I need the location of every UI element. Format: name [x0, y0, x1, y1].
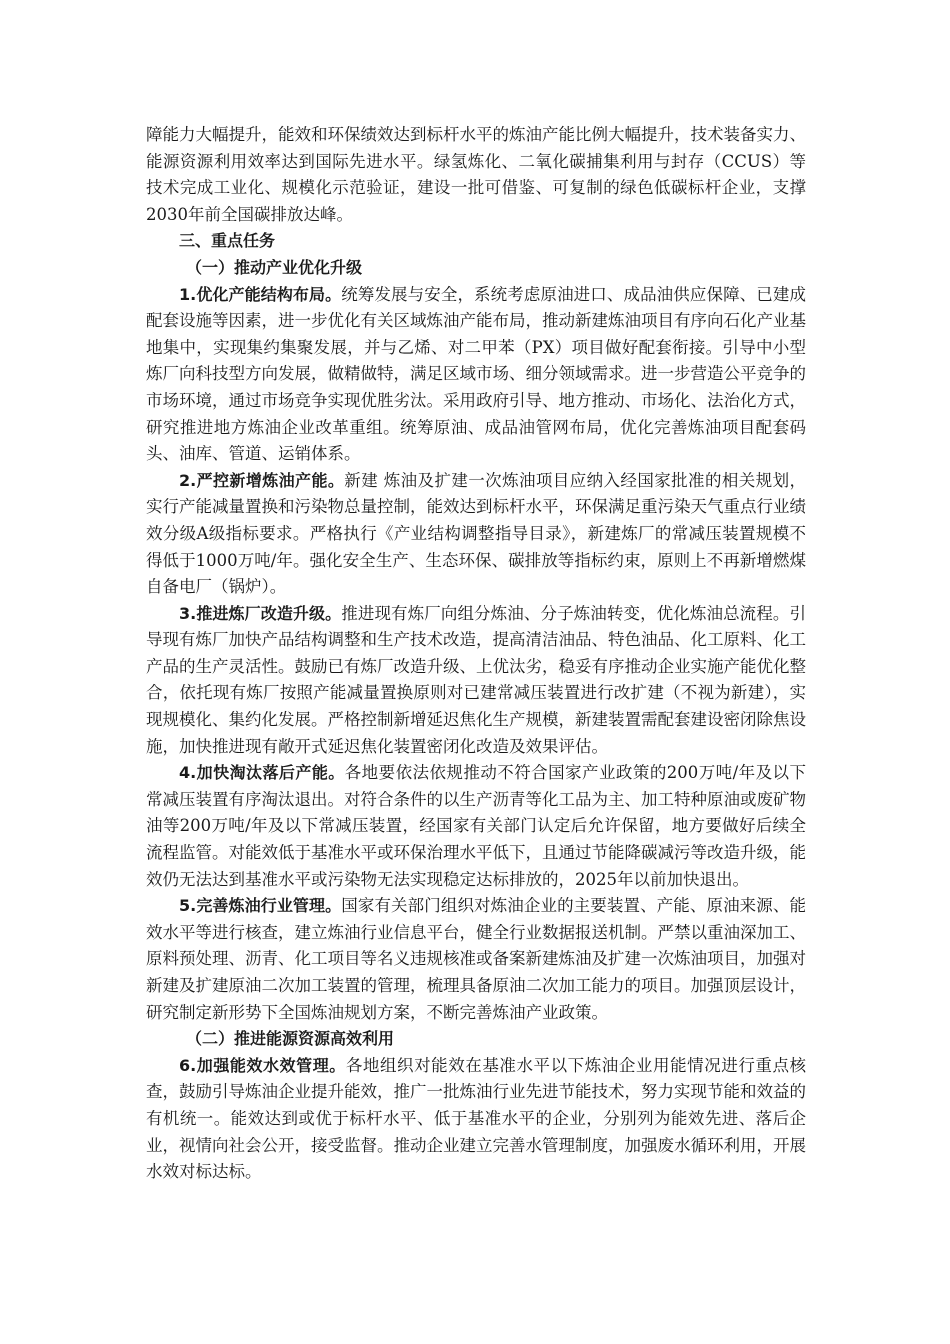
task-item-3-title: 3.推进炼厂改造升级。: [179, 603, 342, 623]
task-item-3-text: 推进现有炼厂向组分炼油、分子炼油转变，优化炼油总流程。引导现有炼厂加快产品结构调整和生产技术改造，提高清洁油品、特色油品、化工原料、化工产品的生产灵活性。鼓励已有炼厂改造升级、上优汰劣，稳妥有序推动企业实施产能优化整合，依托现有炼厂按照产能减量置换原则对已建常减压装置进行改扩建（不视为新建），实现规模化、集约化发展。严格控制新增延迟焦化生产规模，新建装置需配套建设密闭除焦设施，加快推进现有敞开式延迟焦化装置密闭化改造及效果评估。: [146, 603, 806, 756]
task-item-4-text: 各地要依法依规推动不符合国家产业政策的200万吨/年及以下常减压装置有序淘汰退出。对符合条件的以生产沥青等化工品为主、加工特种原油或废矿物油等200万吨/年及以下常减压装置，经国家有关部门认定后允许保留，地方要做好后续全流程监管。对能效低于基准水平或环保治理水平低下，且通过节能降碳减污等改造升级，能效仍无法达到基准水平或污染物无法实现稳定达标排放的，2025年以前加快退出。: [146, 763, 806, 889]
task-item-4: [146, 760, 806, 893]
task-item-2-title: 2.严控新增炼油产能。: [179, 470, 345, 490]
task-item-5-text: 国家有关部门组织对炼油企业的主要装置、产能、原油来源、能效水平等进行核查，建立炼油行业信息平台，健全行业数据报送机制。严禁以重油深加工、原料预处理、沥青、化工项目等名义违规核准或备案新建炼油及扩建一次炼油项目，加强对新建及扩建原油二次加工装置的管理，梳理具备原油二次加工能力的项目。加强顶层设计，研究制定新形势下全国炼油规划方案，不断完善炼油产业政策。: [146, 896, 806, 1022]
task-item-6-title: 6.加强能效水效管理。: [179, 1055, 346, 1075]
task-item-2-text: 新建 炼油及扩建一次炼油项目应纳入经国家批准的相关规划，实行产能减量置换和污染物总量控制，能效达到标杆水平，环保满足重污染天气重点行业绩效分级A级指标要求。严格执行《产业结构调整指导目录》，新建炼厂的常减压装置规模不得低于1000万吨/年。强化安全生产、生态环保、碳排放等指标约束，原则上不再新增燃煤自备电厂（锅炉）。: [146, 470, 806, 597]
task-item-1-text: 统筹发展与安全，系统考虑原油进口、成品油供应保障、已建成配套设施等因素，进一步优化有关区域炼油产能布局，推动新建炼油项目有序向石化产业基地集中，实现集约集聚发展，并与乙烯、对二甲苯（PX）项目做好配套衔接。引导中小型炼厂向科技型方向发展，做精做特，满足区域市场、细分领域需求。进一步营造公平竞争的市场环境，通过市场竞争实现优胜劣汰。采用政府引导、地方推动、市场化、法治化方式，研究推进地方炼油企业改革重组。统筹原油、成品油管网布局，优化完善炼油项目配套码头、油库、管道、运销体系。: [146, 284, 806, 464]
subsection-heading-2: （二）推进能源资源高效利用: [186, 1029, 395, 1049]
intro-paragraph: 障能力大幅提升，能效和环保绩效达到标杆水平的炼油产能比例大幅提升，技术装备实力、能源资源利用效率达到国际先进水平。绿氢炼化、二氧化碳捕集利用与封存（CCUS）等技术完成工业化、规模化示范验证，建设一批可借鉴、可复制的绿色低碳标杆企业，支撑2030年前全国碳排放达峰。: [146, 125, 806, 224]
section-heading: 三、重点任务: [179, 231, 276, 251]
task-item-5: [146, 893, 806, 1026]
task-item-5-title: 5.完善炼油行业管理。: [179, 896, 342, 916]
task-item-1: [146, 282, 806, 468]
task-item-1-title: 1.优化产能结构布局。: [179, 284, 342, 304]
task-item-6-text: 各地组织对能效在基准水平以下炼油企业用能情况进行重点核查，鼓励引导炼油企业提升能效，推广一批炼油行业先进节能技术，努力实现节能和效益的有机统一。能效达到或优于标杆水平、低于基准水平的企业，分别列为能效先进、落后企业，视情向社会公开，接受监督。推动企业建立完善水管理制度，加强废水循环利用，开展水效对标达标。: [146, 1055, 807, 1182]
task-item-3: [146, 601, 806, 761]
subsection-heading-1: （一）推动产业优化升级: [186, 257, 363, 277]
document-body: [146, 122, 806, 1186]
task-item-4-title: 4.加快淘汰落后产能。: [179, 763, 345, 783]
task-item-2: [146, 468, 806, 601]
task-item-6: [146, 1053, 806, 1186]
